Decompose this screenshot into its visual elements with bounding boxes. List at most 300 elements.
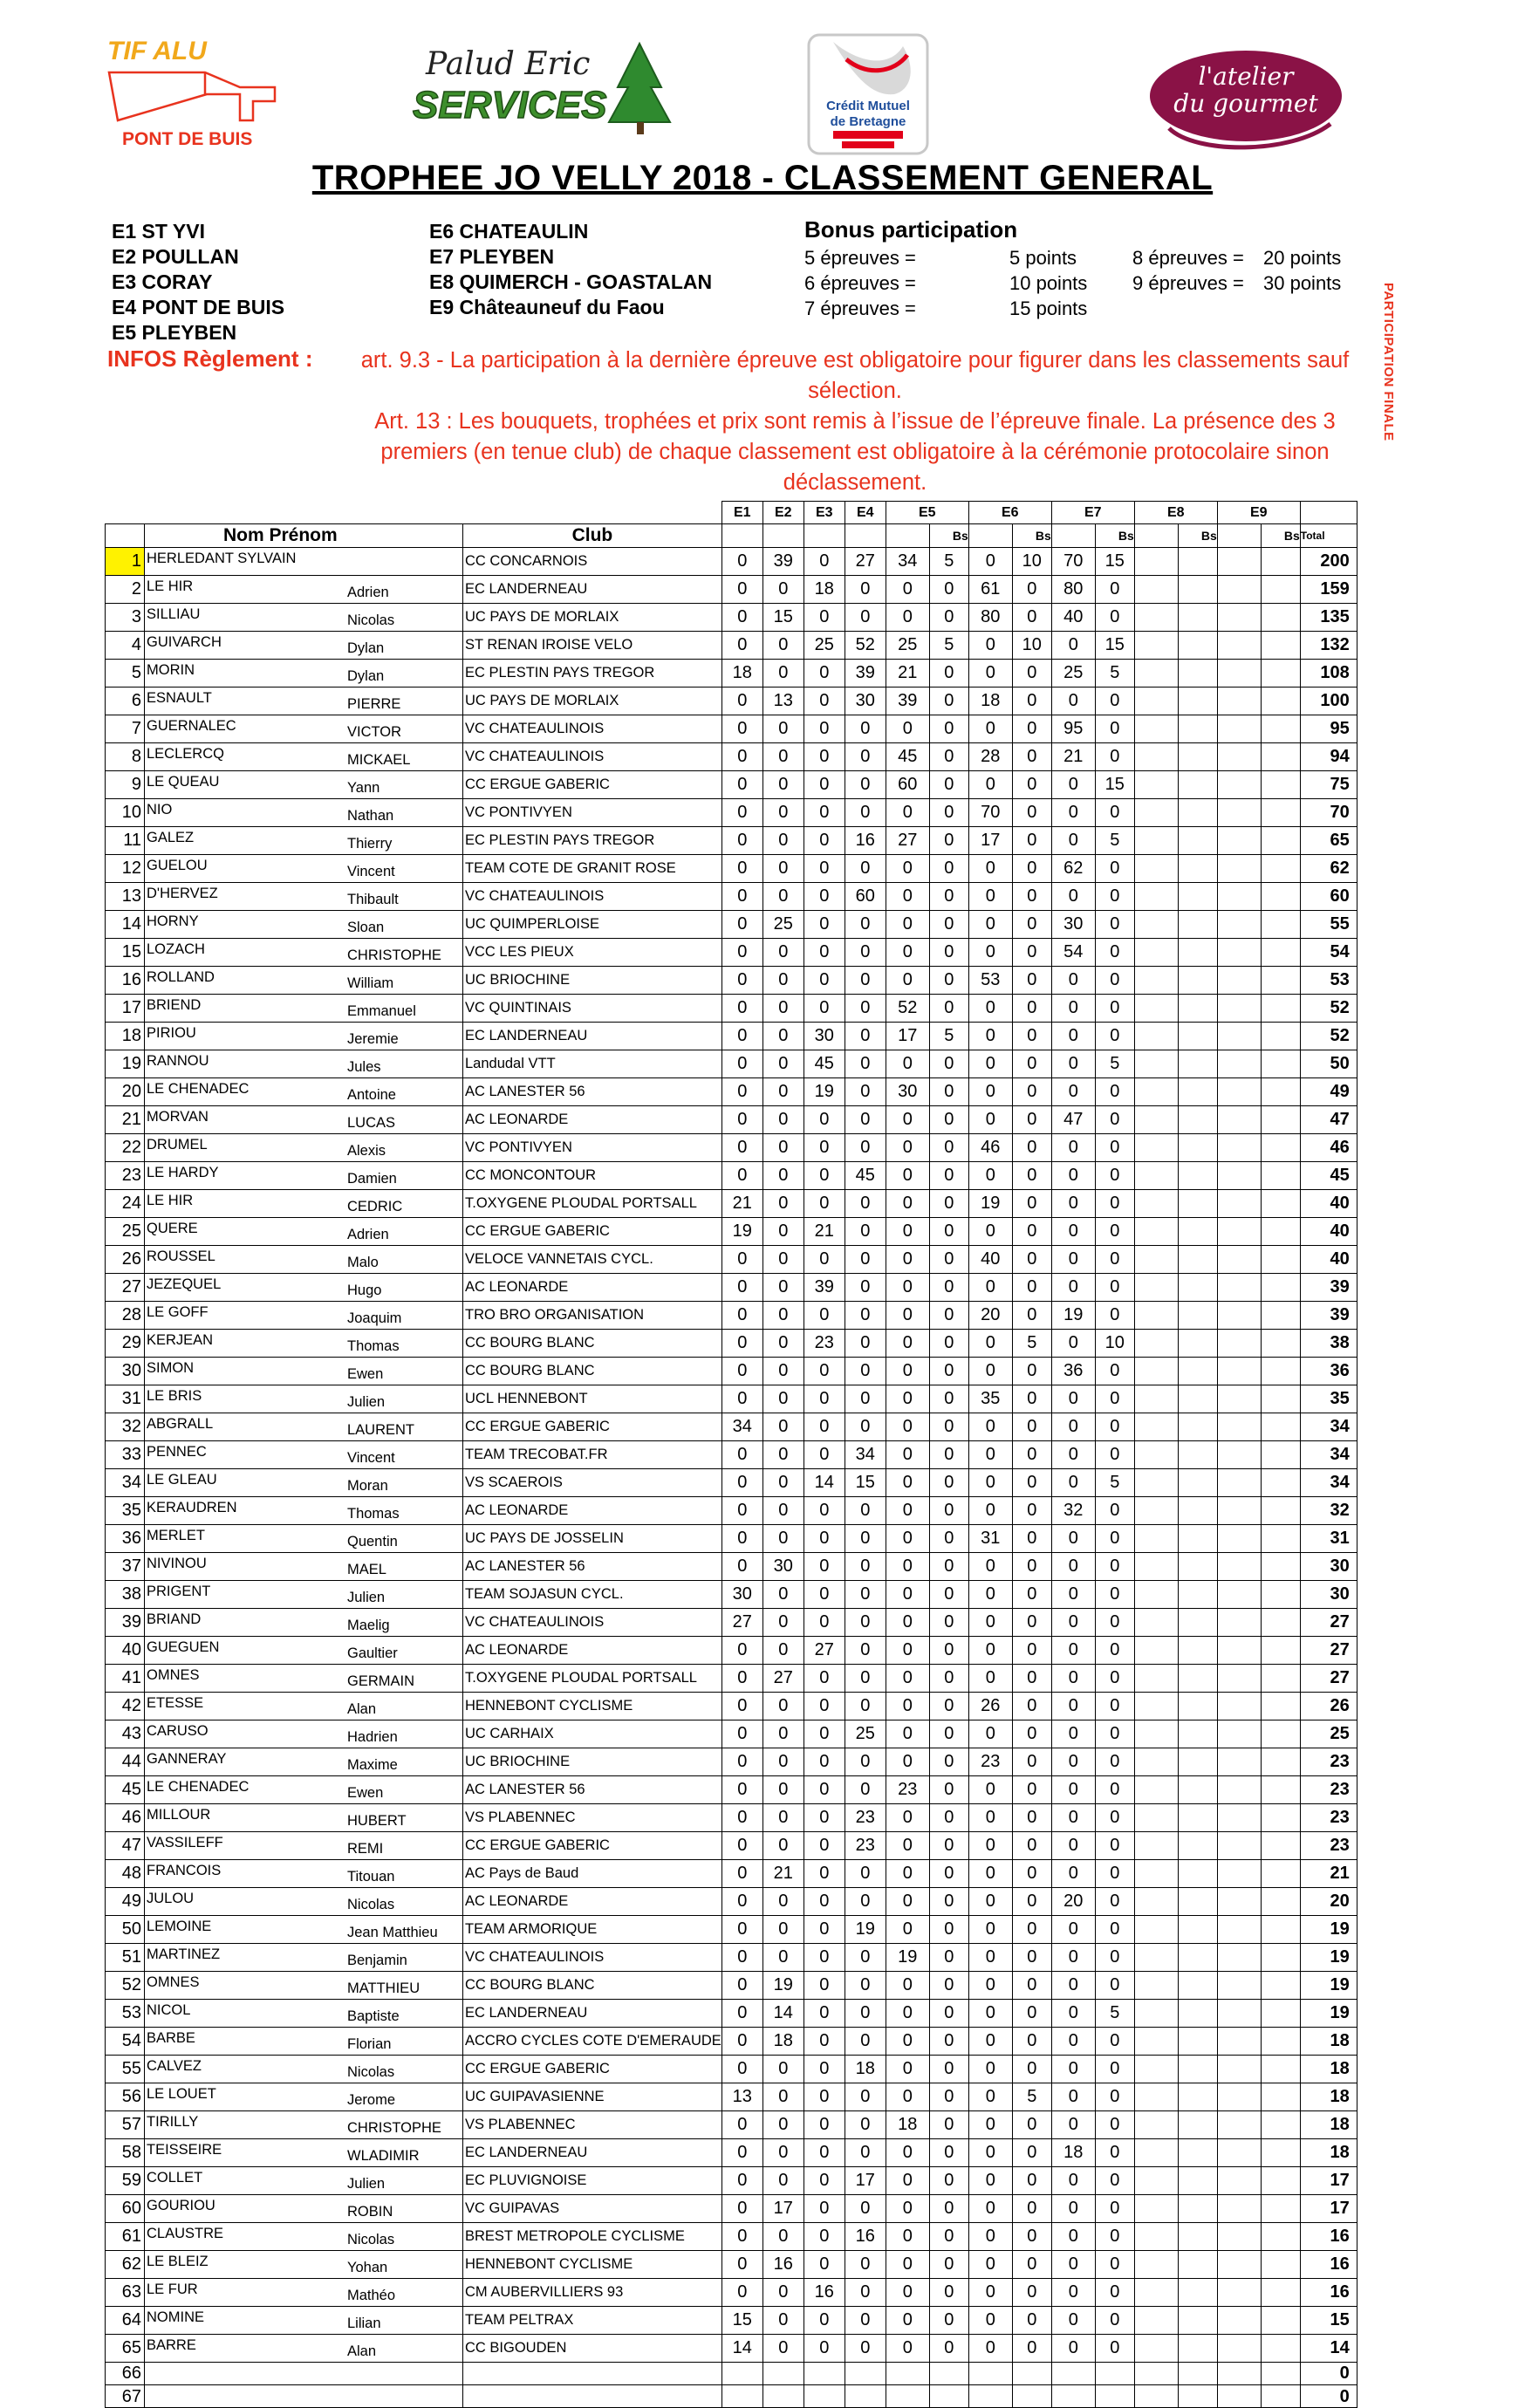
points-cell — [1178, 715, 1217, 742]
name-cell — [145, 1943, 463, 1971]
points-cell: 0 — [804, 742, 845, 770]
rider-firstname: WLADIMIR — [347, 2147, 420, 2164]
points-cell: 0 — [1012, 798, 1051, 826]
points-cell: 14 — [762, 1999, 804, 2027]
participation-finale-note: PARTICIPATION FINALE — [1381, 283, 1396, 441]
points-cell: 0 — [1051, 1831, 1095, 1859]
points-cell — [1261, 1971, 1300, 1999]
rank-cell: 47 — [106, 1831, 145, 1859]
rider-lastname: LE CHENADEC — [147, 1080, 250, 1097]
rider-firstname: Maxime — [347, 1756, 398, 1773]
points-cell — [1134, 715, 1178, 742]
points-cell: 0 — [721, 1720, 762, 1748]
club-cell: TEAM SOJASUN CYCL. — [463, 1580, 722, 1608]
rider-lastname: CLAUSTRE — [147, 2225, 224, 2241]
name-cell — [145, 2166, 463, 2194]
total-cell: 0 — [1300, 2362, 1357, 2384]
total-cell: 18 — [1300, 2027, 1357, 2055]
points-cell — [1134, 1105, 1178, 1133]
points-cell — [1134, 2362, 1178, 2384]
total-cell: 94 — [1300, 742, 1357, 770]
rank-cell: 26 — [106, 1245, 145, 1273]
points-cell — [1217, 742, 1261, 770]
event-header-e3: E3 — [804, 502, 845, 524]
points-cell — [1178, 2027, 1217, 2055]
points-cell: 0 — [1095, 1831, 1134, 1859]
points-cell: 0 — [845, 2083, 886, 2110]
points-cell: 0 — [721, 1775, 762, 1803]
table-row — [106, 910, 1357, 938]
points-cell — [1134, 1803, 1178, 1831]
club-cell: AC LEONARDE — [463, 1496, 722, 1524]
points-cell: 0 — [804, 2334, 845, 2362]
points-cell — [1134, 1636, 1178, 1664]
points-cell — [1178, 1105, 1217, 1133]
rank-cell: 9 — [106, 770, 145, 798]
points-cell: 0 — [1095, 2027, 1134, 2055]
points-cell: 0 — [762, 1217, 804, 1245]
table-row — [106, 1245, 1357, 1273]
points-cell: 5 — [1095, 1050, 1134, 1077]
points-cell: 60 — [845, 882, 886, 910]
points-cell: 0 — [804, 1189, 845, 1217]
table-row — [106, 1385, 1357, 1413]
points-cell: 0 — [762, 854, 804, 882]
points-cell: 0 — [721, 2166, 762, 2194]
points-cell — [1178, 1217, 1217, 1245]
header-event-points — [968, 524, 1012, 547]
rider-firstname: Alan — [347, 1700, 377, 1717]
points-cell: 0 — [886, 2278, 929, 2306]
points-cell: 0 — [1012, 1859, 1051, 1887]
rider-lastname: TIRILLY — [147, 2113, 199, 2130]
points-cell — [1217, 1105, 1261, 1133]
points-cell: 0 — [1095, 1189, 1134, 1217]
points-cell — [1178, 1608, 1217, 1636]
points-cell: 0 — [886, 1217, 929, 1245]
points-cell: 0 — [845, 2334, 886, 2362]
club-cell: EC LANDERNEAU — [463, 1022, 722, 1050]
points-cell: 0 — [1051, 1915, 1095, 1943]
tif-alu-logo-subtitle: PONT DE BUIS — [122, 129, 253, 149]
rider-firstname: MICKAEL — [347, 751, 411, 768]
points-cell: 0 — [804, 1301, 845, 1329]
points-cell: 0 — [1051, 1189, 1095, 1217]
points-cell — [1217, 575, 1261, 603]
points-cell: 0 — [929, 1915, 968, 1943]
header-bonus: Bs — [1095, 524, 1134, 547]
points-cell: 0 — [968, 1608, 1012, 1636]
header-event-points — [1217, 524, 1261, 547]
points-cell: 0 — [804, 2083, 845, 2110]
points-cell: 0 — [1012, 966, 1051, 994]
rank-cell: 11 — [106, 826, 145, 854]
rank-cell: 10 — [106, 798, 145, 826]
points-cell: 0 — [721, 1552, 762, 1580]
points-cell: 0 — [1095, 1552, 1134, 1580]
rider-firstname: Nicolas — [347, 2231, 395, 2247]
points-cell — [1217, 1608, 1261, 1636]
points-cell — [929, 2362, 968, 2384]
club-cell: VCC LES PIEUX — [463, 938, 722, 966]
points-cell: 18 — [886, 2110, 929, 2138]
points-cell: 0 — [929, 2334, 968, 2362]
points-cell — [1261, 1775, 1300, 1803]
points-cell — [1178, 1971, 1217, 1999]
total-cell: 132 — [1300, 631, 1357, 659]
points-cell: 0 — [929, 1859, 968, 1887]
rider-lastname: TEISSEIRE — [147, 2141, 222, 2158]
points-cell: 0 — [721, 1301, 762, 1329]
points-cell: 0 — [886, 2027, 929, 2055]
points-cell: 0 — [929, 1385, 968, 1413]
table-row — [106, 1413, 1357, 1440]
points-cell: 0 — [1095, 2055, 1134, 2083]
points-cell: 0 — [845, 1748, 886, 1775]
points-cell — [1217, 1664, 1261, 1692]
points-cell — [1178, 2110, 1217, 2138]
points-cell: 0 — [1051, 2334, 1095, 2362]
points-cell: 0 — [1012, 1385, 1051, 1413]
name-cell — [145, 1803, 463, 1831]
points-cell: 61 — [968, 575, 1012, 603]
club-cell: VC CHATEAULINOIS — [463, 1943, 722, 1971]
points-cell: 0 — [968, 715, 1012, 742]
rider-lastname: GALEZ — [147, 829, 195, 845]
points-cell: 16 — [804, 2278, 845, 2306]
points-cell — [1178, 1329, 1217, 1357]
points-cell: 0 — [929, 1357, 968, 1385]
points-cell — [804, 2384, 845, 2407]
club-cell: CC CONCARNOIS — [463, 547, 722, 575]
points-cell — [1261, 1189, 1300, 1217]
points-cell: 0 — [721, 742, 762, 770]
name-cell — [145, 1217, 463, 1245]
rider-firstname: Yann — [347, 779, 380, 796]
total-cell: 34 — [1300, 1468, 1357, 1496]
event-header-e4: E4 — [845, 502, 886, 524]
rider-firstname: Nicolas — [347, 1896, 395, 1912]
rider-lastname: JEZEQUEL — [147, 1276, 222, 1292]
points-cell: 0 — [1051, 882, 1095, 910]
total-cell: 40 — [1300, 1189, 1357, 1217]
points-cell: 0 — [762, 1105, 804, 1133]
points-cell: 0 — [1012, 1022, 1051, 1050]
rank-cell: 4 — [106, 631, 145, 659]
rank-cell: 65 — [106, 2334, 145, 2362]
rider-lastname: LE HIR — [147, 1192, 194, 1208]
total-cell: 17 — [1300, 2194, 1357, 2222]
rank-cell: 63 — [106, 2278, 145, 2306]
points-cell — [1134, 770, 1178, 798]
points-cell: 0 — [804, 1440, 845, 1468]
points-cell: 0 — [762, 1720, 804, 1748]
points-cell: 13 — [721, 2083, 762, 2110]
name-cell — [145, 1831, 463, 1859]
palud-logo-subtitle: SERVICES — [413, 84, 607, 127]
rider-lastname: BRIEND — [147, 996, 202, 1013]
points-cell: 52 — [886, 994, 929, 1022]
points-cell: 0 — [1012, 1189, 1051, 1217]
points-cell — [1178, 1189, 1217, 1217]
points-cell: 26 — [968, 1692, 1012, 1720]
points-cell: 0 — [1051, 2222, 1095, 2250]
points-cell: 0 — [721, 1524, 762, 1552]
points-cell: 0 — [1095, 1803, 1134, 1831]
rider-firstname: Thibault — [347, 891, 399, 907]
rider-firstname: Julien — [347, 1589, 386, 1605]
points-cell: 0 — [804, 770, 845, 798]
points-cell: 0 — [968, 910, 1012, 938]
points-cell — [1134, 1245, 1178, 1273]
points-cell: 0 — [845, 2027, 886, 2055]
table-row — [106, 1217, 1357, 1245]
rider-firstname: LUCAS — [347, 1114, 396, 1131]
club-cell: CC BOURG BLANC — [463, 1971, 722, 1999]
points-cell: 95 — [1051, 715, 1095, 742]
points-cell: 0 — [721, 1077, 762, 1105]
points-cell: 0 — [762, 1440, 804, 1468]
header-total-blank — [1300, 502, 1357, 524]
points-cell — [968, 2362, 1012, 2384]
points-cell: 0 — [1095, 966, 1134, 994]
total-cell: 36 — [1300, 1357, 1357, 1385]
points-cell: 0 — [804, 826, 845, 854]
points-cell: 0 — [1012, 1468, 1051, 1496]
points-cell — [1261, 1580, 1300, 1608]
points-cell — [1261, 910, 1300, 938]
points-cell — [1261, 1440, 1300, 1468]
points-cell: 0 — [845, 1943, 886, 1971]
rider-firstname: MAEL — [347, 1561, 386, 1577]
points-cell — [1217, 715, 1261, 742]
name-cell — [145, 1748, 463, 1775]
article-13: Art. 13 : Les bouquets, trophées et prix sont remis à l’issue de l’épreuve finale. La présence des 3 premiers (en tenue club) de chaque classement est obligatoire à la cérémonie protocolaire sinon déclassement. — [374, 409, 1336, 495]
points-cell: 28 — [968, 742, 1012, 770]
points-cell: 0 — [762, 1943, 804, 1971]
points-cell: 0 — [968, 1273, 1012, 1301]
points-cell — [1178, 1357, 1217, 1385]
club-cell: AC LANESTER 56 — [463, 1552, 722, 1580]
rank-cell: 45 — [106, 1775, 145, 1803]
points-cell: 0 — [1012, 2110, 1051, 2138]
points-cell — [1261, 2194, 1300, 2222]
name-cell — [145, 1859, 463, 1887]
rider-firstname: Ewen — [347, 1784, 384, 1801]
rank-cell: 62 — [106, 2250, 145, 2278]
points-cell — [1178, 2222, 1217, 2250]
atelier-du-gourmet-logo — [1143, 45, 1361, 154]
name-cell — [145, 2138, 463, 2166]
points-cell: 0 — [762, 575, 804, 603]
points-cell: 0 — [1051, 2194, 1095, 2222]
table-row — [106, 1133, 1357, 1161]
rider-lastname: ABGRALL — [147, 1415, 214, 1432]
points-cell — [1217, 631, 1261, 659]
rank-cell: 60 — [106, 2194, 145, 2222]
total-cell: 40 — [1300, 1217, 1357, 1245]
bonus-points-6: 10 points — [1009, 272, 1088, 294]
points-cell: 0 — [845, 910, 886, 938]
total-cell: 16 — [1300, 2222, 1357, 2250]
points-cell: 0 — [886, 2083, 929, 2110]
points-cell: 0 — [929, 1692, 968, 1720]
rank-cell: 3 — [106, 603, 145, 631]
club-cell: VC CHATEAULINOIS — [463, 715, 722, 742]
points-cell: 0 — [804, 1803, 845, 1831]
points-cell: 21 — [886, 659, 929, 687]
rider-firstname: LAURENT — [347, 1421, 415, 1438]
points-cell: 0 — [845, 966, 886, 994]
points-cell: 0 — [929, 1077, 968, 1105]
total-cell: 32 — [1300, 1496, 1357, 1524]
rider-firstname: Sloan — [347, 919, 385, 935]
points-cell — [1217, 826, 1261, 854]
points-cell: 0 — [721, 2194, 762, 2222]
points-cell — [1178, 1915, 1217, 1943]
rank-cell: 48 — [106, 1859, 145, 1887]
name-cell — [145, 2222, 463, 2250]
points-cell — [1217, 966, 1261, 994]
points-cell — [1261, 1217, 1300, 1245]
points-cell: 0 — [1051, 2250, 1095, 2278]
name-cell — [145, 742, 463, 770]
total-cell: 39 — [1300, 1273, 1357, 1301]
club-cell: AC Pays de Baud — [463, 1859, 722, 1887]
points-cell: 17 — [886, 1022, 929, 1050]
rank-cell: 64 — [106, 2306, 145, 2334]
points-cell: 15 — [1095, 770, 1134, 798]
points-cell: 5 — [929, 547, 968, 575]
points-cell: 0 — [1095, 2166, 1134, 2194]
points-cell: 39 — [845, 659, 886, 687]
name-cell — [145, 1357, 463, 1385]
points-cell: 0 — [1095, 1413, 1134, 1440]
total-cell: 30 — [1300, 1552, 1357, 1580]
points-cell: 0 — [845, 2306, 886, 2334]
points-cell — [1261, 715, 1300, 742]
points-cell: 0 — [1012, 575, 1051, 603]
points-cell: 0 — [929, 826, 968, 854]
points-cell: 0 — [804, 1859, 845, 1887]
points-cell: 0 — [968, 1999, 1012, 2027]
points-cell: 0 — [968, 1161, 1012, 1189]
points-cell — [1134, 1999, 1178, 2027]
rider-lastname: PIRIOU — [147, 1024, 196, 1041]
points-cell: 0 — [845, 938, 886, 966]
rider-firstname: Alexis — [347, 1142, 386, 1159]
rider-firstname: Yohan — [347, 2259, 388, 2275]
points-cell: 34 — [721, 1413, 762, 1440]
points-cell: 0 — [1095, 1608, 1134, 1636]
club-cell: TRO BRO ORGANISATION — [463, 1301, 722, 1329]
points-cell: 0 — [721, 715, 762, 742]
points-cell: 15 — [845, 1468, 886, 1496]
rank-cell: 50 — [106, 1915, 145, 1943]
points-cell — [1095, 2384, 1134, 2407]
points-cell: 0 — [886, 1636, 929, 1664]
points-cell: 0 — [886, 2055, 929, 2083]
points-cell: 0 — [1012, 2334, 1051, 2362]
points-cell: 18 — [721, 659, 762, 687]
points-cell — [1134, 1831, 1178, 1859]
points-cell: 0 — [1012, 1831, 1051, 1859]
points-cell: 0 — [721, 1385, 762, 1413]
rider-firstname: ROBIN — [347, 2203, 393, 2220]
total-cell: 62 — [1300, 854, 1357, 882]
points-cell: 0 — [1051, 1524, 1095, 1552]
points-cell: 0 — [929, 1217, 968, 1245]
points-cell: 0 — [886, 1859, 929, 1887]
points-cell — [1217, 1720, 1261, 1748]
points-cell: 0 — [721, 2278, 762, 2306]
rider-lastname: LE BLEIZ — [147, 2253, 209, 2269]
rank-cell: 41 — [106, 1664, 145, 1692]
total-cell: 23 — [1300, 1803, 1357, 1831]
points-cell: 0 — [845, 1050, 886, 1077]
points-cell: 0 — [1012, 1245, 1051, 1273]
rider-lastname: FRANCOIS — [147, 1862, 222, 1878]
points-cell — [1134, 1552, 1178, 1580]
total-cell: 19 — [1300, 1971, 1357, 1999]
table-row — [106, 854, 1357, 882]
club-cell: VC PONTIVYEN — [463, 1133, 722, 1161]
bonus-label-6: 6 épreuves = — [804, 272, 916, 294]
points-cell: 0 — [929, 938, 968, 966]
points-cell — [886, 2384, 929, 2407]
points-cell — [1178, 1692, 1217, 1720]
points-cell: 0 — [968, 1775, 1012, 1803]
points-cell: 0 — [804, 2194, 845, 2222]
table-row — [106, 1357, 1357, 1385]
points-cell: 46 — [968, 1133, 1012, 1161]
points-cell — [762, 2362, 804, 2384]
total-cell: 16 — [1300, 2250, 1357, 2278]
points-cell: 0 — [886, 1692, 929, 1720]
points-cell: 0 — [804, 2027, 845, 2055]
points-cell: 0 — [845, 1580, 886, 1608]
points-cell — [929, 2384, 968, 2407]
rank-cell: 42 — [106, 1692, 145, 1720]
rank-cell: 23 — [106, 1161, 145, 1189]
points-cell: 0 — [886, 1496, 929, 1524]
points-cell: 0 — [886, 1608, 929, 1636]
points-cell: 0 — [929, 2138, 968, 2166]
points-cell: 0 — [929, 687, 968, 715]
rider-lastname: ETESSE — [147, 1694, 204, 1711]
points-cell — [1134, 2138, 1178, 2166]
points-cell: 0 — [762, 1803, 804, 1831]
rank-cell: 22 — [106, 1133, 145, 1161]
points-cell: 0 — [968, 659, 1012, 687]
points-cell — [1134, 1440, 1178, 1468]
rider-lastname: NIVINOU — [147, 1555, 207, 1571]
epreuve-e4: E4 PONT DE BUIS — [112, 296, 285, 318]
points-cell: 23 — [804, 1329, 845, 1357]
points-cell: 0 — [804, 1524, 845, 1552]
points-cell: 39 — [886, 687, 929, 715]
club-cell: CC BOURG BLANC — [463, 1357, 722, 1385]
club-cell: VELOCE VANNETAIS CYCL. — [463, 1245, 722, 1273]
points-cell — [1178, 1161, 1217, 1189]
points-cell: 0 — [968, 2306, 1012, 2334]
rider-firstname: Alan — [347, 2343, 377, 2359]
points-cell: 0 — [845, 2138, 886, 2166]
name-cell — [145, 2278, 463, 2306]
points-cell — [1217, 603, 1261, 631]
points-cell — [1178, 1133, 1217, 1161]
total-cell: 100 — [1300, 687, 1357, 715]
